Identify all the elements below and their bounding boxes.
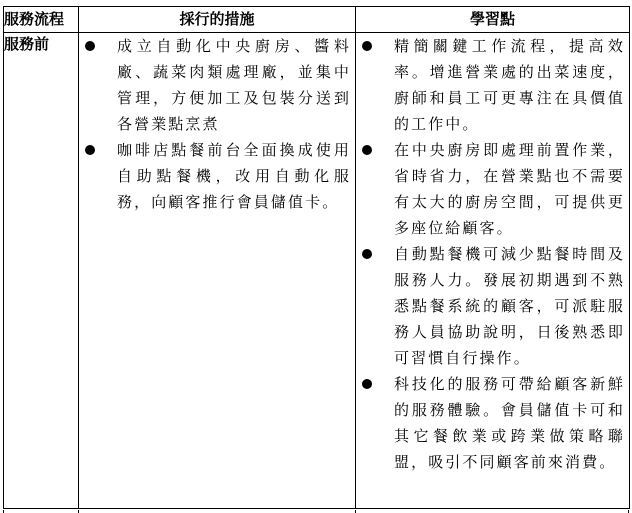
measures-list [79,33,355,215]
learning-point-text: 科技化的服務可帶給顧客新鮮的服務體驗。會員儲值卡可和其它餐飲業或跨業做策略聯盟，吸引不同顧客前來消費。 [394,375,625,471]
measure-item [79,137,355,215]
learning-points-list [356,33,629,475]
learning-point-text: 自動點餐機可減少點餐時間及服務人力。發展初期遇到不熟悉點餐系統的顧客，可派駐服務人員協助說明，日後熟悉即可習慣自行操作。 [394,245,625,367]
learning-point-item [356,241,629,371]
measure-item [79,33,355,137]
table-row [4,33,630,509]
bullet-icon [362,379,372,389]
header-measures: 採行的措施 [79,7,356,33]
bullet-icon [362,41,372,51]
learning-point-item [356,33,629,137]
learning-point-item [356,371,629,475]
learning-points-cell [356,33,630,509]
learning-point-item [356,137,629,241]
bullet-icon [362,249,372,259]
measure-text: 咖啡店點餐前台全面換成使用自助點餐機，改用自動化服務，向顧客推行會員儲值卡。 [117,141,351,211]
measures-cell [79,33,356,509]
bullet-icon [85,145,95,155]
bullet-icon [85,41,95,51]
bullet-icon [362,145,372,155]
table-header-row [4,7,630,33]
learning-point-text: 在中央廚房即處理前置作業，省時省力，在營業點也不需要有太大的廚房空間，可提供更多座位給顧客。 [394,141,625,237]
header-learning-points: 學習點 [356,7,630,33]
learning-point-text: 精簡關鍵工作流程，提高效率。增進營業處的出菜速度，廚師和員工可更專注在具價值的工作中。 [394,37,625,133]
stage-cell: 服務前 [4,33,79,509]
measure-text: 成立自動化中央廚房、醬料廠、蔬菜肉類處理廠，並集中管理，方便加工及包裝分送到各營業點烹煮 [117,37,351,133]
service-process-table [3,6,630,509]
header-service-process: 服務流程 [4,7,79,33]
